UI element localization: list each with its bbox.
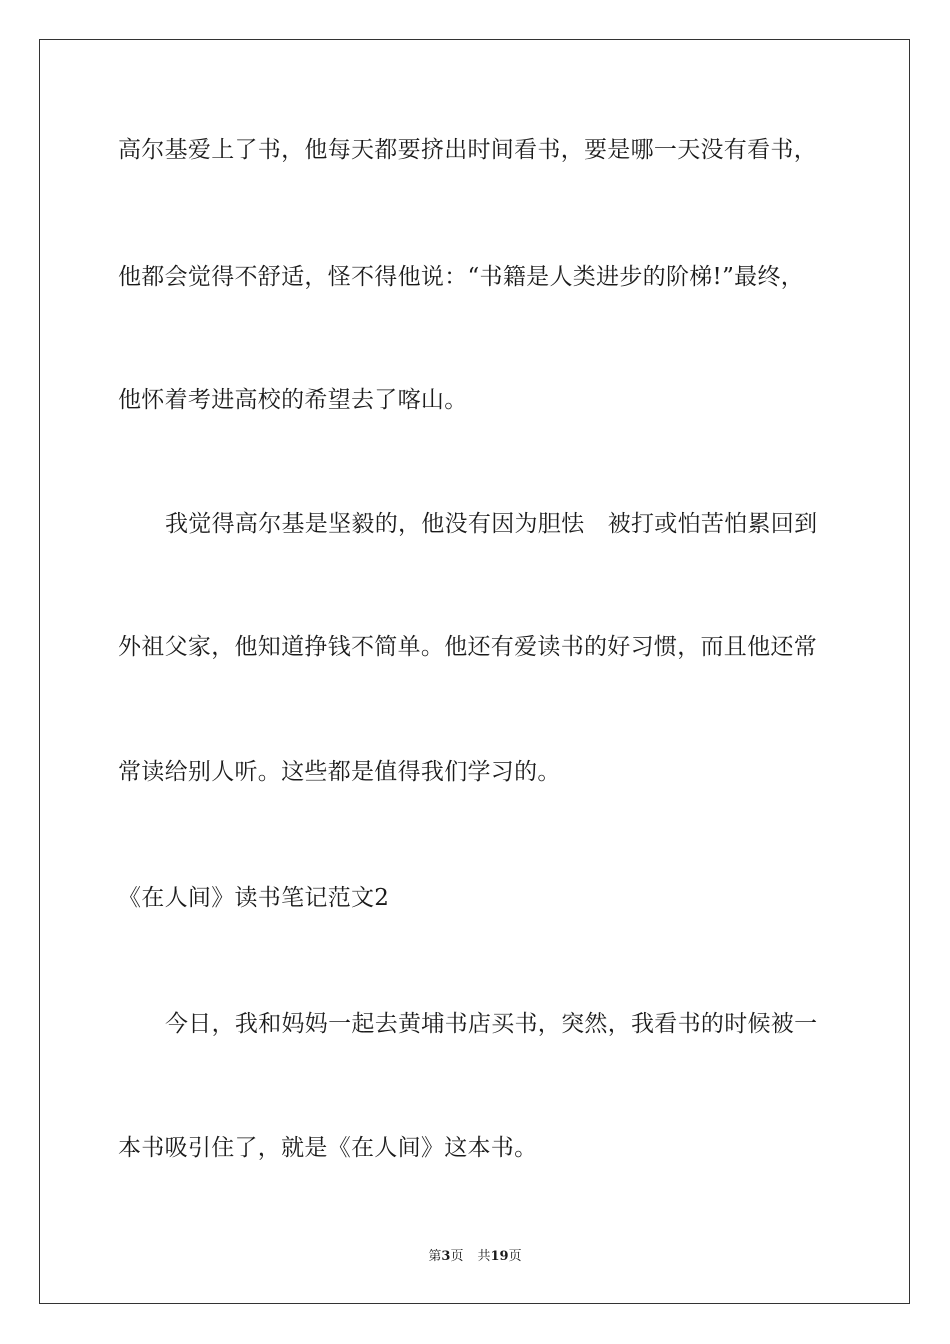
total-suffix: 页 — [508, 1249, 522, 1264]
paragraph-line: 他都会觉得不舒适，怪不得他说：“书籍是人类进步的阶梯!”最终， — [118, 264, 805, 290]
current-page-number: 3 — [441, 1249, 451, 1264]
total-prefix: 共 — [477, 1249, 491, 1264]
section-heading: 《在人间》读书笔记范文2 — [118, 885, 390, 911]
paragraph-line: 常读给别人听。这些都是值得我们学习的。 — [118, 759, 561, 785]
page-border — [39, 39, 910, 1304]
page-prefix: 第 — [428, 1249, 442, 1264]
paragraph-line: 高尔基爱上了书，他每天都要挤出时间看书，要是哪一天没有看书， — [118, 137, 817, 163]
page-footer — [0, 1248, 950, 1266]
paragraph-line: 今日，我和妈妈一起去黄埔书店买书，突然，我看书的时候被一 — [165, 1011, 818, 1037]
paragraph-line: 本书吸引住了，就是《在人间》这本书。 — [118, 1135, 538, 1161]
page-suffix: 页 — [450, 1249, 464, 1264]
paragraph-line: 外祖父家，他知道挣钱不简单。他还有爱读书的好习惯，而且他还常 — [118, 634, 817, 660]
total-page-count: 19 — [490, 1249, 509, 1264]
paragraph-line: 我觉得高尔基是坚毅的，他没有因为胆怯 被打或怕苦怕累回到 — [165, 511, 818, 537]
paragraph-line: 他怀着考进高校的希望去了喀山。 — [118, 387, 468, 413]
